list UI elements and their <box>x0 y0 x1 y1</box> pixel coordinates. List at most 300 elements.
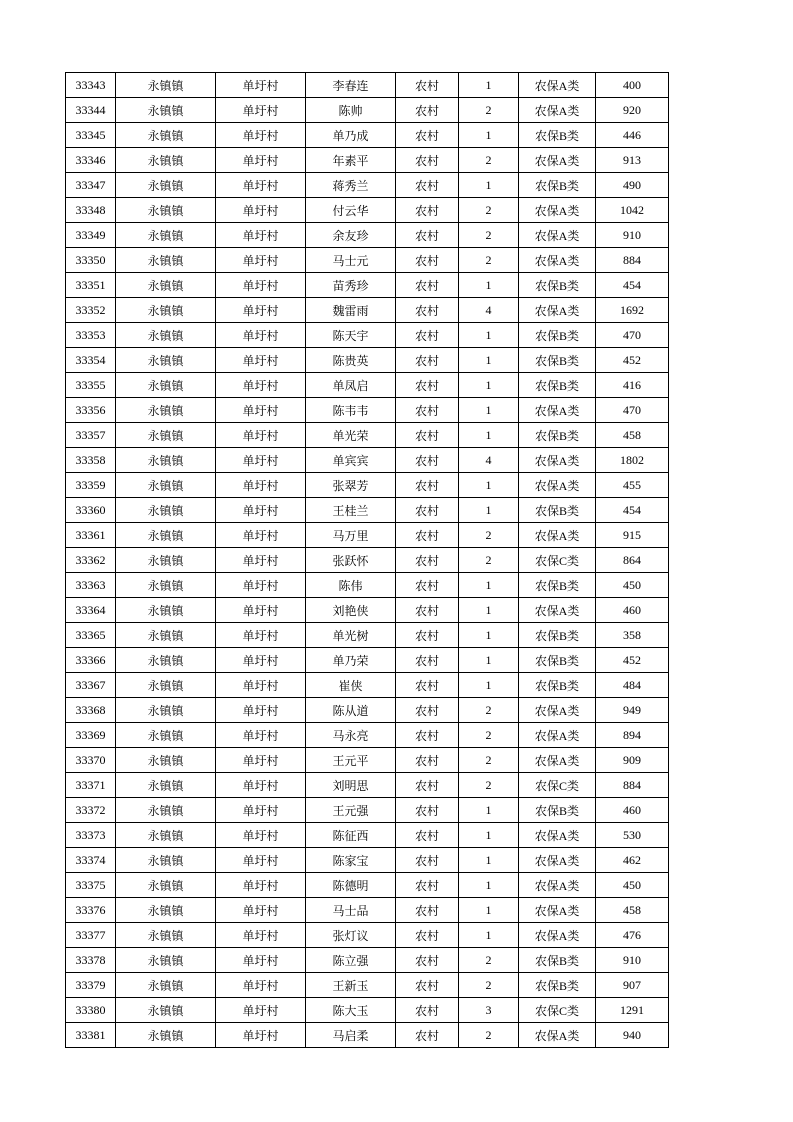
table-row <box>66 923 669 948</box>
cell-amount: 1291 <box>596 998 669 1023</box>
cell-amount: 462 <box>596 848 669 873</box>
cell-person-count: 1 <box>459 123 519 148</box>
cell-town: 永镇镇 <box>116 698 216 723</box>
cell-village: 单圩村 <box>216 948 306 973</box>
cell-town: 永镇镇 <box>116 123 216 148</box>
cell-record-id: 33348 <box>66 198 116 223</box>
cell-residence-type: 农村 <box>396 648 459 673</box>
table-row <box>66 448 669 473</box>
cell-person-name: 王桂兰 <box>306 498 396 523</box>
cell-record-id: 33358 <box>66 448 116 473</box>
table-row <box>66 498 669 523</box>
cell-record-id: 33371 <box>66 773 116 798</box>
cell-amount: 416 <box>596 373 669 398</box>
table-row <box>66 598 669 623</box>
cell-village: 单圩村 <box>216 173 306 198</box>
cell-person-count: 2 <box>459 973 519 998</box>
cell-amount: 454 <box>596 273 669 298</box>
table-row <box>66 873 669 898</box>
cell-town: 永镇镇 <box>116 648 216 673</box>
cell-person-count: 1 <box>459 398 519 423</box>
cell-insurance-category: 农保A类 <box>519 1023 596 1048</box>
cell-village: 单圩村 <box>216 273 306 298</box>
table-row <box>66 998 669 1023</box>
cell-residence-type: 农村 <box>396 523 459 548</box>
cell-insurance-category: 农保A类 <box>519 298 596 323</box>
cell-record-id: 33366 <box>66 648 116 673</box>
cell-amount: 907 <box>596 973 669 998</box>
cell-insurance-category: 农保B类 <box>519 623 596 648</box>
cell-person-name: 单宾宾 <box>306 448 396 473</box>
cell-residence-type: 农村 <box>396 623 459 648</box>
cell-record-id: 33365 <box>66 623 116 648</box>
cell-amount: 1802 <box>596 448 669 473</box>
table-row <box>66 373 669 398</box>
cell-person-name: 魏雷雨 <box>306 298 396 323</box>
cell-amount: 460 <box>596 798 669 823</box>
cell-amount: 455 <box>596 473 669 498</box>
cell-village: 单圩村 <box>216 723 306 748</box>
cell-town: 永镇镇 <box>116 373 216 398</box>
cell-person-count: 2 <box>459 748 519 773</box>
cell-person-name: 陈韦韦 <box>306 398 396 423</box>
cell-insurance-category: 农保A类 <box>519 698 596 723</box>
cell-residence-type: 农村 <box>396 73 459 98</box>
cell-insurance-category: 农保A类 <box>519 223 596 248</box>
cell-village: 单圩村 <box>216 323 306 348</box>
cell-amount: 910 <box>596 223 669 248</box>
cell-person-count: 2 <box>459 248 519 273</box>
cell-residence-type: 农村 <box>396 923 459 948</box>
cell-insurance-category: 农保B类 <box>519 948 596 973</box>
cell-village: 单圩村 <box>216 973 306 998</box>
cell-residence-type: 农村 <box>396 223 459 248</box>
cell-town: 永镇镇 <box>116 473 216 498</box>
table-row <box>66 673 669 698</box>
cell-residence-type: 农村 <box>396 173 459 198</box>
cell-person-count: 1 <box>459 573 519 598</box>
cell-village: 单圩村 <box>216 423 306 448</box>
cell-village: 单圩村 <box>216 448 306 473</box>
cell-record-id: 33357 <box>66 423 116 448</box>
cell-residence-type: 农村 <box>396 123 459 148</box>
cell-insurance-category: 农保B类 <box>519 373 596 398</box>
table-row <box>66 748 669 773</box>
table-row <box>66 648 669 673</box>
cell-town: 永镇镇 <box>116 298 216 323</box>
cell-record-id: 33375 <box>66 873 116 898</box>
cell-village: 单圩村 <box>216 898 306 923</box>
cell-insurance-category: 农保A类 <box>519 598 596 623</box>
cell-insurance-category: 农保A类 <box>519 398 596 423</box>
cell-amount: 460 <box>596 598 669 623</box>
table-row <box>66 723 669 748</box>
cell-insurance-category: 农保B类 <box>519 173 596 198</box>
cell-insurance-category: 农保A类 <box>519 98 596 123</box>
table-row <box>66 223 669 248</box>
cell-amount: 920 <box>596 98 669 123</box>
cell-amount: 1042 <box>596 198 669 223</box>
cell-insurance-category: 农保A类 <box>519 748 596 773</box>
cell-record-id: 33362 <box>66 548 116 573</box>
cell-record-id: 33381 <box>66 1023 116 1048</box>
cell-person-name: 王元强 <box>306 798 396 823</box>
cell-town: 永镇镇 <box>116 348 216 373</box>
cell-person-name: 陈立强 <box>306 948 396 973</box>
cell-residence-type: 农村 <box>396 598 459 623</box>
records-table <box>65 72 669 1048</box>
cell-residence-type: 农村 <box>396 148 459 173</box>
cell-town: 永镇镇 <box>116 523 216 548</box>
cell-insurance-category: 农保A类 <box>519 848 596 873</box>
cell-residence-type: 农村 <box>396 698 459 723</box>
cell-residence-type: 农村 <box>396 673 459 698</box>
cell-insurance-category: 农保A类 <box>519 448 596 473</box>
cell-person-count: 1 <box>459 848 519 873</box>
table-row <box>66 848 669 873</box>
cell-person-name: 崔侠 <box>306 673 396 698</box>
cell-insurance-category: 农保B类 <box>519 573 596 598</box>
table-row <box>66 973 669 998</box>
cell-town: 永镇镇 <box>116 423 216 448</box>
cell-insurance-category: 农保B类 <box>519 323 596 348</box>
cell-town: 永镇镇 <box>116 73 216 98</box>
cell-person-name: 单乃荣 <box>306 648 396 673</box>
table-row <box>66 823 669 848</box>
cell-person-count: 1 <box>459 598 519 623</box>
cell-person-count: 1 <box>459 373 519 398</box>
cell-person-count: 1 <box>459 323 519 348</box>
cell-residence-type: 农村 <box>396 473 459 498</box>
cell-person-name: 王新玉 <box>306 973 396 998</box>
cell-person-name: 马万里 <box>306 523 396 548</box>
cell-record-id: 33367 <box>66 673 116 698</box>
cell-village: 单圩村 <box>216 148 306 173</box>
cell-record-id: 33347 <box>66 173 116 198</box>
cell-insurance-category: 农保A类 <box>519 723 596 748</box>
cell-record-id: 33368 <box>66 698 116 723</box>
cell-amount: 894 <box>596 723 669 748</box>
table-row <box>66 398 669 423</box>
cell-town: 永镇镇 <box>116 1023 216 1048</box>
cell-amount: 450 <box>596 573 669 598</box>
cell-person-count: 1 <box>459 348 519 373</box>
table-row <box>66 198 669 223</box>
cell-person-name: 王元平 <box>306 748 396 773</box>
table-row <box>66 473 669 498</box>
cell-town: 永镇镇 <box>116 173 216 198</box>
cell-person-count: 1 <box>459 623 519 648</box>
cell-person-count: 1 <box>459 648 519 673</box>
cell-person-count: 1 <box>459 798 519 823</box>
cell-record-id: 33353 <box>66 323 116 348</box>
cell-town: 永镇镇 <box>116 823 216 848</box>
cell-person-count: 2 <box>459 148 519 173</box>
cell-residence-type: 农村 <box>396 773 459 798</box>
cell-amount: 458 <box>596 898 669 923</box>
cell-village: 单圩村 <box>216 248 306 273</box>
cell-village: 单圩村 <box>216 373 306 398</box>
cell-village: 单圩村 <box>216 998 306 1023</box>
cell-amount: 949 <box>596 698 669 723</box>
cell-person-name: 刘明思 <box>306 773 396 798</box>
cell-record-id: 33349 <box>66 223 116 248</box>
cell-person-name: 陈大玉 <box>306 998 396 1023</box>
cell-village: 单圩村 <box>216 523 306 548</box>
cell-amount: 490 <box>596 173 669 198</box>
cell-person-count: 1 <box>459 173 519 198</box>
cell-person-name: 张翠芳 <box>306 473 396 498</box>
cell-village: 单圩村 <box>216 223 306 248</box>
table-row <box>66 898 669 923</box>
cell-person-name: 单乃成 <box>306 123 396 148</box>
table-row <box>66 73 669 98</box>
cell-person-name: 张跃怀 <box>306 548 396 573</box>
cell-record-id: 33364 <box>66 598 116 623</box>
cell-town: 永镇镇 <box>116 748 216 773</box>
cell-village: 单圩村 <box>216 673 306 698</box>
cell-person-count: 4 <box>459 448 519 473</box>
cell-village: 单圩村 <box>216 348 306 373</box>
cell-village: 单圩村 <box>216 498 306 523</box>
cell-residence-type: 农村 <box>396 898 459 923</box>
cell-village: 单圩村 <box>216 1023 306 1048</box>
cell-town: 永镇镇 <box>116 248 216 273</box>
cell-insurance-category: 农保B类 <box>519 798 596 823</box>
cell-record-id: 33352 <box>66 298 116 323</box>
table-row <box>66 98 669 123</box>
cell-person-name: 马士元 <box>306 248 396 273</box>
cell-residence-type: 农村 <box>396 248 459 273</box>
cell-insurance-category: 农保B类 <box>519 273 596 298</box>
cell-record-id: 33370 <box>66 748 116 773</box>
cell-record-id: 33363 <box>66 573 116 598</box>
table-row <box>66 948 669 973</box>
cell-insurance-category: 农保A类 <box>519 473 596 498</box>
cell-residence-type: 农村 <box>396 573 459 598</box>
cell-insurance-category: 农保A类 <box>519 248 596 273</box>
cell-village: 单圩村 <box>216 923 306 948</box>
table-row <box>66 1023 669 1048</box>
cell-residence-type: 农村 <box>396 323 459 348</box>
cell-insurance-category: 农保B类 <box>519 348 596 373</box>
cell-town: 永镇镇 <box>116 98 216 123</box>
cell-amount: 454 <box>596 498 669 523</box>
cell-person-count: 1 <box>459 473 519 498</box>
cell-residence-type: 农村 <box>396 973 459 998</box>
table-row <box>66 523 669 548</box>
cell-amount: 864 <box>596 548 669 573</box>
cell-residence-type: 农村 <box>396 998 459 1023</box>
cell-town: 永镇镇 <box>116 398 216 423</box>
cell-record-id: 33377 <box>66 923 116 948</box>
cell-residence-type: 农村 <box>396 198 459 223</box>
cell-amount: 1692 <box>596 298 669 323</box>
cell-town: 永镇镇 <box>116 673 216 698</box>
cell-town: 永镇镇 <box>116 223 216 248</box>
cell-person-name: 马永亮 <box>306 723 396 748</box>
cell-record-id: 33343 <box>66 73 116 98</box>
cell-village: 单圩村 <box>216 798 306 823</box>
cell-insurance-category: 农保A类 <box>519 923 596 948</box>
cell-town: 永镇镇 <box>116 873 216 898</box>
cell-record-id: 33376 <box>66 898 116 923</box>
cell-insurance-category: 农保A类 <box>519 873 596 898</box>
cell-person-name: 蒋秀兰 <box>306 173 396 198</box>
cell-person-count: 2 <box>459 948 519 973</box>
cell-record-id: 33346 <box>66 148 116 173</box>
cell-village: 单圩村 <box>216 598 306 623</box>
cell-person-count: 2 <box>459 223 519 248</box>
cell-record-id: 33356 <box>66 398 116 423</box>
cell-residence-type: 农村 <box>396 498 459 523</box>
cell-residence-type: 农村 <box>396 398 459 423</box>
cell-village: 单圩村 <box>216 98 306 123</box>
cell-record-id: 33374 <box>66 848 116 873</box>
table-row <box>66 323 669 348</box>
cell-insurance-category: 农保A类 <box>519 73 596 98</box>
cell-record-id: 33351 <box>66 273 116 298</box>
cell-person-count: 1 <box>459 873 519 898</box>
cell-record-id: 33372 <box>66 798 116 823</box>
cell-village: 单圩村 <box>216 398 306 423</box>
cell-person-name: 年素平 <box>306 148 396 173</box>
cell-residence-type: 农村 <box>396 348 459 373</box>
cell-insurance-category: 农保C类 <box>519 548 596 573</box>
cell-town: 永镇镇 <box>116 973 216 998</box>
cell-amount: 452 <box>596 348 669 373</box>
cell-residence-type: 农村 <box>396 723 459 748</box>
cell-village: 单圩村 <box>216 123 306 148</box>
table-row <box>66 173 669 198</box>
cell-amount: 452 <box>596 648 669 673</box>
cell-insurance-category: 农保B类 <box>519 498 596 523</box>
cell-person-name: 陈帅 <box>306 98 396 123</box>
cell-person-count: 1 <box>459 423 519 448</box>
cell-person-count: 1 <box>459 73 519 98</box>
cell-residence-type: 农村 <box>396 948 459 973</box>
cell-person-name: 苗秀珍 <box>306 273 396 298</box>
cell-insurance-category: 农保B类 <box>519 673 596 698</box>
cell-village: 单圩村 <box>216 548 306 573</box>
cell-amount: 400 <box>596 73 669 98</box>
cell-person-count: 2 <box>459 548 519 573</box>
cell-person-name: 马士品 <box>306 898 396 923</box>
cell-town: 永镇镇 <box>116 998 216 1023</box>
cell-record-id: 33369 <box>66 723 116 748</box>
cell-record-id: 33344 <box>66 98 116 123</box>
cell-town: 永镇镇 <box>116 773 216 798</box>
cell-village: 单圩村 <box>216 698 306 723</box>
cell-record-id: 33350 <box>66 248 116 273</box>
cell-town: 永镇镇 <box>116 198 216 223</box>
cell-record-id: 33345 <box>66 123 116 148</box>
cell-person-count: 2 <box>459 1023 519 1048</box>
cell-village: 单圩村 <box>216 823 306 848</box>
table-row <box>66 273 669 298</box>
cell-person-name: 余友珍 <box>306 223 396 248</box>
cell-town: 永镇镇 <box>116 598 216 623</box>
cell-insurance-category: 农保B类 <box>519 973 596 998</box>
cell-insurance-category: 农保A类 <box>519 148 596 173</box>
table-row <box>66 148 669 173</box>
cell-amount: 358 <box>596 623 669 648</box>
cell-amount: 884 <box>596 773 669 798</box>
cell-person-count: 1 <box>459 923 519 948</box>
cell-amount: 470 <box>596 398 669 423</box>
cell-village: 单圩村 <box>216 773 306 798</box>
cell-village: 单圩村 <box>216 73 306 98</box>
cell-town: 永镇镇 <box>116 548 216 573</box>
cell-amount: 458 <box>596 423 669 448</box>
table-row <box>66 698 669 723</box>
cell-person-count: 3 <box>459 998 519 1023</box>
cell-residence-type: 农村 <box>396 848 459 873</box>
cell-record-id: 33378 <box>66 948 116 973</box>
cell-insurance-category: 农保B类 <box>519 123 596 148</box>
cell-village: 单圩村 <box>216 848 306 873</box>
table-row <box>66 773 669 798</box>
cell-amount: 913 <box>596 148 669 173</box>
cell-insurance-category: 农保B类 <box>519 423 596 448</box>
cell-record-id: 33355 <box>66 373 116 398</box>
cell-person-name: 单光荣 <box>306 423 396 448</box>
cell-residence-type: 农村 <box>396 423 459 448</box>
cell-person-name: 刘艳侠 <box>306 598 396 623</box>
cell-insurance-category: 农保A类 <box>519 898 596 923</box>
cell-record-id: 33360 <box>66 498 116 523</box>
cell-person-name: 马启柔 <box>306 1023 396 1048</box>
cell-residence-type: 农村 <box>396 98 459 123</box>
cell-town: 永镇镇 <box>116 148 216 173</box>
cell-town: 永镇镇 <box>116 273 216 298</box>
cell-person-name: 陈贵英 <box>306 348 396 373</box>
cell-residence-type: 农村 <box>396 748 459 773</box>
cell-town: 永镇镇 <box>116 573 216 598</box>
cell-town: 永镇镇 <box>116 448 216 473</box>
cell-person-name: 陈征西 <box>306 823 396 848</box>
cell-record-id: 33380 <box>66 998 116 1023</box>
cell-person-count: 2 <box>459 698 519 723</box>
cell-person-count: 1 <box>459 823 519 848</box>
cell-amount: 909 <box>596 748 669 773</box>
cell-residence-type: 农村 <box>396 1023 459 1048</box>
cell-amount: 476 <box>596 923 669 948</box>
cell-record-id: 33354 <box>66 348 116 373</box>
cell-record-id: 33359 <box>66 473 116 498</box>
cell-residence-type: 农村 <box>396 798 459 823</box>
cell-residence-type: 农村 <box>396 298 459 323</box>
cell-amount: 915 <box>596 523 669 548</box>
table-row <box>66 798 669 823</box>
cell-town: 永镇镇 <box>116 798 216 823</box>
cell-town: 永镇镇 <box>116 498 216 523</box>
cell-person-name: 单凤启 <box>306 373 396 398</box>
cell-person-count: 2 <box>459 773 519 798</box>
cell-insurance-category: 农保C类 <box>519 998 596 1023</box>
table-body <box>66 73 669 1048</box>
cell-person-count: 2 <box>459 98 519 123</box>
cell-village: 单圩村 <box>216 748 306 773</box>
cell-amount: 910 <box>596 948 669 973</box>
cell-town: 永镇镇 <box>116 623 216 648</box>
table-row <box>66 423 669 448</box>
cell-amount: 884 <box>596 248 669 273</box>
cell-person-count: 4 <box>459 298 519 323</box>
cell-residence-type: 农村 <box>396 873 459 898</box>
cell-insurance-category: 农保A类 <box>519 198 596 223</box>
table-row <box>66 348 669 373</box>
